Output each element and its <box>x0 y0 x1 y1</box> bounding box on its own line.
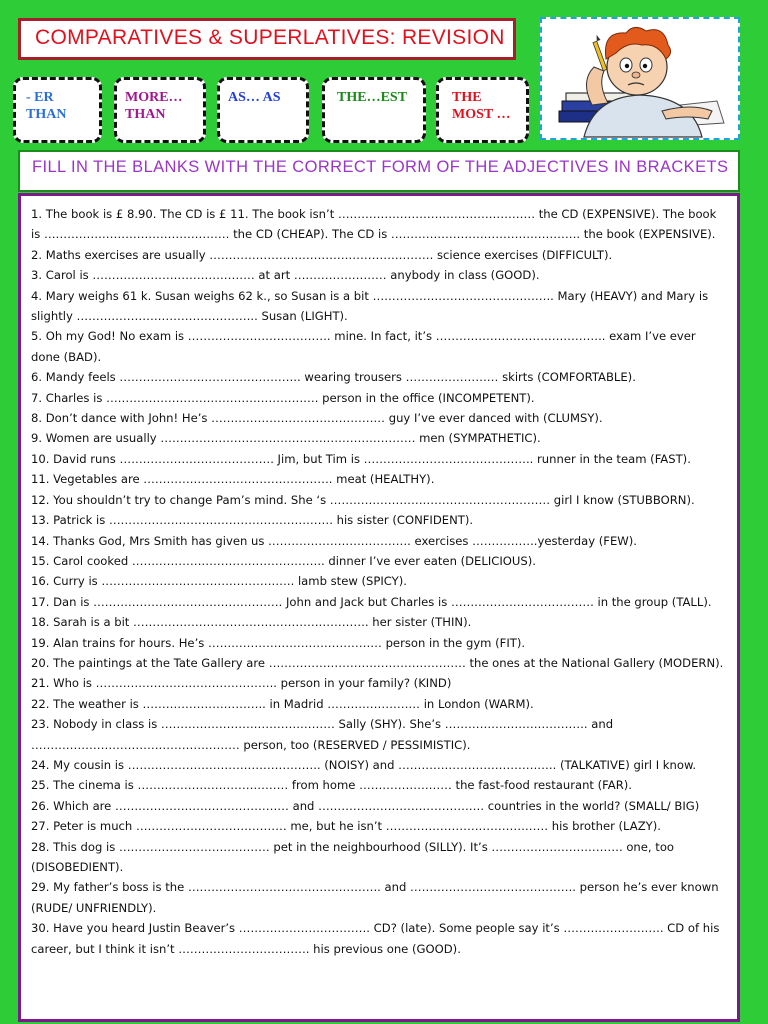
exercise-item: 10. David runs …………………………………. Jim, but Tim is …………………………………….. runner in the team (FAST). <box>31 451 691 466</box>
exercise-item: 16. Curry is ………………………………………….. lamb stew (SPICY). <box>31 574 407 589</box>
worksheet-title-box <box>18 18 516 60</box>
exercise-item: 3. Carol is …………………………………… at art …………………… anybody in class (GOOD). <box>31 268 540 283</box>
exercise-item: 8. Don’t dance with John! He’s ……………………………………… guy I’ve ever danced with (CLUMSY). <box>31 411 603 426</box>
tag-the-most: THE MOST … <box>436 77 529 143</box>
exercise-item: 29. My father’s boss is the ………………………………………….. and ……………………………………. person he’s ever known (RUDE/ UNFRIENDLY). <box>31 880 719 915</box>
exercise-item: 22. The weather is ………………………….. in Madrid …………………… in London (WARM). <box>31 696 534 711</box>
thinking-student-picture <box>542 19 738 138</box>
tag-the-est: THE…EST <box>322 77 426 143</box>
exercise-item: 25. The cinema is ………………………………… from home …………………… the fast-food restaurant (FAR). <box>31 778 632 793</box>
instruction-text: FILL IN THE BLANKS WITH THE CORRECT FORM OF THE ADJECTIVES IN BRACKETS <box>32 158 729 176</box>
exercise-item: 17. Dan is …………………………………………. John and Jack but Charles is ………………………………. in the group (TALL). <box>31 594 712 609</box>
exercise-item: 4. Mary weighs 61 k. Susan weighs 62 k., so Susan is a bit ……………………………………….. Mary (HEAVY) and Mary is slightly ……………………………………….. Susan (LIGHT). <box>31 288 709 324</box>
exercise-item: 23. Nobody in class is ……………………………………… Sally (SHY). She’s ………………………………. and ……………………………………………… person, too (RESERVED / PESSIMISTIC). <box>31 717 614 752</box>
tag-as-as: AS… AS <box>217 77 309 143</box>
exercise-item: 15. Carol cooked ………………………………………….. dinner I’ve ever eaten (DELICIOUS). <box>31 553 536 568</box>
instruction-box <box>18 150 740 192</box>
exercise-item: 20. The paintings at the Tate Gallery are …………………………………………… the ones at the National Gallery (MODERN). <box>31 655 724 670</box>
exercise-item: 18. Sarah is a bit ……………………………………………………. her sister (THIN). <box>31 615 472 630</box>
tag-er-than: - ER THAN <box>13 77 102 143</box>
exercise-item: 2. Maths exercises are usually …………………………………………………. science exercises (DIFFICULT). <box>31 247 613 262</box>
student-illustration <box>540 17 740 140</box>
exercise-item: 1. The book is £ 8.90. The CD is £ 11. The book isn’t …………………………………………… the CD (EXPENSIVE). The book is ………………………………………… the CD (CHEAP). The CD is …………………………………………. the book (EXPENSIVE). <box>31 207 717 242</box>
tag-more-than: MORE… THAN <box>114 77 206 143</box>
exercise-item: 13. Patrick is …………………………………………………. his sister (CONFIDENT). <box>31 513 474 528</box>
exercise-item: 26. Which are ……………………………………… and ……………………………………. countries in the world? (SMALL/ BIG) <box>31 798 700 813</box>
exercise-item: 24. My cousin is ………………………………………….. (NOISY) and ………………………………….. (TALKATIVE) girl I know. <box>31 757 697 772</box>
exercise-item: 19. Alan trains for hours. He’s ……………………………………… person in the gym (FIT). <box>31 635 526 650</box>
exercise-item: 21. Who is ……………………………………….. person in your family? (KIND) <box>31 676 452 691</box>
exercise-item: 6. Mandy feels ……………………………………….. wearing trousers …………………… skirts (COMFORTABLE). <box>31 370 636 385</box>
exercise-item: 7. Charles is ………………………………………………. person in the office (INCOMPETENT). <box>31 390 535 405</box>
exercise-item: 5. Oh my God! No exam is ………………………………. mine. In fact, it’s …………………………………….. exam I’ve ever done (BAD). <box>31 329 696 364</box>
exercise-item: 27. Peter is much ………………………………… me, but he isn’t …………………………………… his brother (LAZY). <box>31 819 661 834</box>
worksheet-title: COMPARATIVES & SUPERLATIVES: REVISION <box>35 26 505 49</box>
exercise-item: 28. This dog is ………………………………… pet in the neighbourhood (SILLY). It’s ……………………………. one, too (DISOBEDIENT). <box>31 839 674 874</box>
exercise-item: 30. Have you heard Justin Beaver’s ……………………………. CD? (late). Some people say it’s …………………….. CD of his career, but I think it isn’t ……………………………. his previous one (GOOD). <box>31 921 720 956</box>
exercise-item: 12. You shouldn’t try to change Pam’s mind. She ‘s ………………………………………………… girl I know (STUBBORN). <box>31 492 695 507</box>
exercise-list <box>21 196 737 959</box>
exercise-panel <box>18 193 740 1022</box>
exercise-item: 14. Thanks God, Mrs Smith has given us ………………………………. exercises ……………..yesterday (FEW). <box>31 533 637 548</box>
exercise-item: 9. Women are usually ………………………………………………………… men (SYMPATHETIC). <box>31 431 541 446</box>
exercise-item: 11. Vegetables are …………………………………………. meat (HEALTHY). <box>31 472 435 487</box>
